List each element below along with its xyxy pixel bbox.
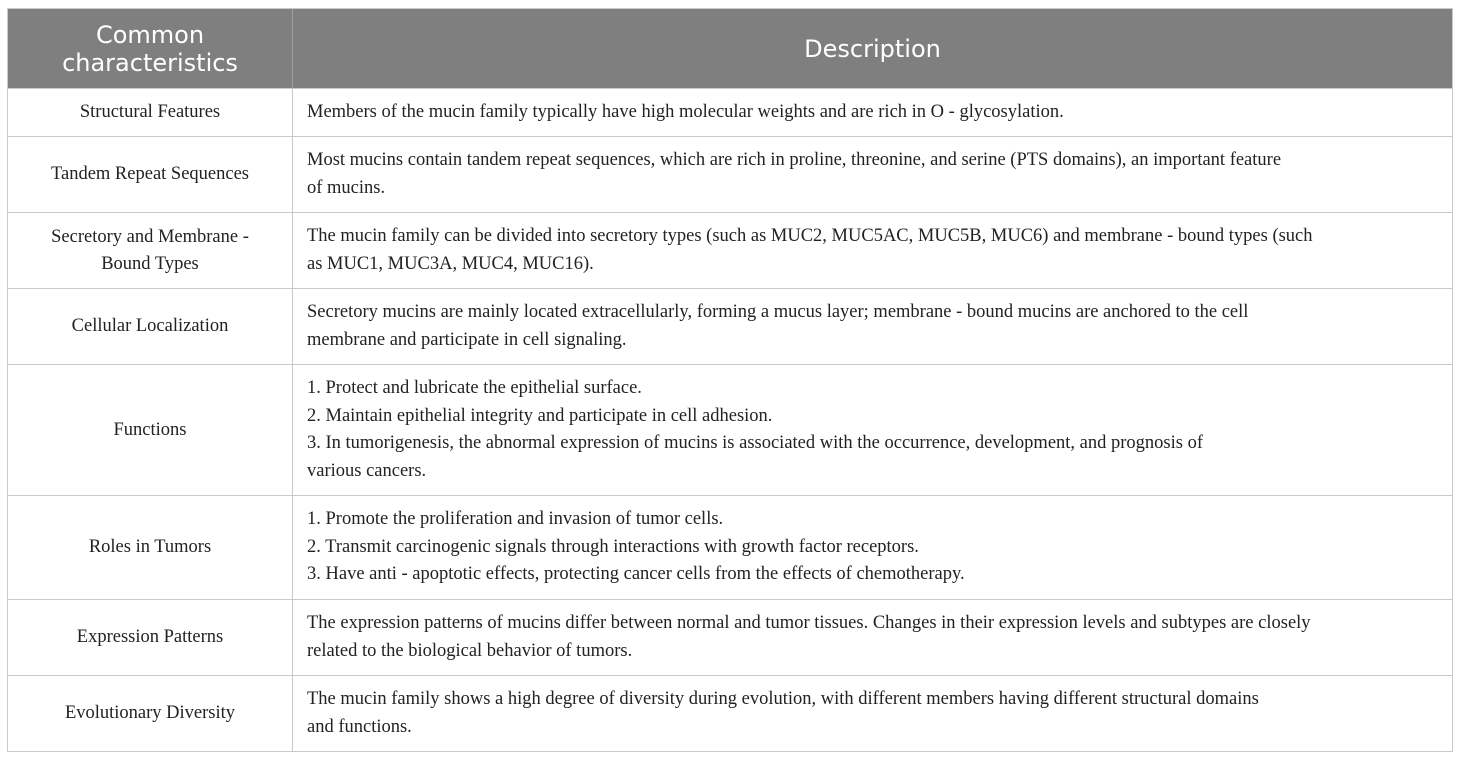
description-line: of mucins. — [307, 177, 386, 198]
header-description: Description — [804, 34, 941, 63]
row-label-line: Bound Types — [101, 253, 199, 274]
row-label-line: Evolutionary Diversity — [64, 703, 236, 723]
row-label — [8, 496, 293, 599]
row-description — [293, 365, 1452, 495]
table-row — [8, 676, 1452, 751]
table-row — [8, 365, 1452, 496]
row-description — [293, 600, 1452, 675]
row-label — [8, 600, 293, 675]
row-label-line: Cellular Localization — [71, 316, 229, 336]
table-row — [8, 137, 1452, 213]
table-row — [8, 213, 1452, 289]
row-description — [293, 289, 1452, 364]
row-label — [8, 676, 293, 751]
row-label — [8, 289, 293, 364]
row-description — [293, 676, 1452, 751]
description-line: and functions. — [307, 716, 412, 737]
table-row — [8, 496, 1452, 600]
row-label-line: Roles in Tumors — [88, 537, 212, 557]
header-left-line: characteristics — [62, 48, 238, 77]
description-line: 1. Promote the proliferation and invasion of tumor cells. — [307, 509, 724, 530]
table-row — [8, 600, 1452, 676]
row-description — [293, 213, 1452, 288]
description-line: The mucin family can be divided into secretory types (such as MUC2, MUC5AC, MUC5B, MUC6) and membrane - bound types (such — [307, 226, 1313, 246]
row-label-line: Expression Patterns — [76, 627, 224, 647]
row-label — [8, 89, 293, 136]
characteristics-table — [7, 8, 1453, 752]
description-line: The mucin family shows a high degree of diversity during evolution, with different members having different structural domains — [307, 689, 1259, 709]
description-line: 3. Have anti - apoptotic effects, protecting cancer cells from the effects of chemotherapy. — [307, 564, 965, 585]
row-label-line: Structural Features — [79, 102, 221, 122]
header-common-characteristics — [8, 9, 293, 88]
row-label-line: Functions — [113, 419, 187, 440]
description-line: various cancers. — [307, 460, 427, 481]
description-line: The expression patterns of mucins differ between normal and tumor tissues. Changes in their expression levels and subtypes are closely — [307, 613, 1311, 633]
table-header-row — [8, 9, 1452, 89]
description-line: as MUC1, MUC3A, MUC4, MUC16). — [307, 253, 594, 274]
description-line: 1. Protect and lubricate the epithelial surface. — [307, 378, 642, 398]
table-row — [8, 289, 1452, 365]
row-description — [293, 496, 1452, 599]
description-line: related to the biological behavior of tumors. — [307, 640, 633, 661]
description-line: Members of the mucin family typically have high molecular weights and are rich in O - glycosylation. — [307, 101, 1064, 122]
description-line: 2. Maintain epithelial integrity and participate in cell adhesion. — [307, 405, 773, 426]
row-label — [8, 213, 293, 288]
description-line: Most mucins contain tandem repeat sequences, which are rich in proline, threonine, and serine (PTS domains), an important feature — [307, 150, 1282, 170]
table-row — [8, 89, 1452, 137]
row-description — [293, 89, 1452, 136]
row-label-line: Tandem Repeat Sequences — [50, 164, 250, 184]
row-description — [293, 137, 1452, 212]
row-label — [8, 365, 293, 495]
description-line: Secretory mucins are mainly located extracellularly, forming a mucus layer; membrane - bound mucins are anchored to the cell — [307, 302, 1249, 322]
description-line: 2. Transmit carcinogenic signals through interactions with growth factor receptors. — [307, 536, 919, 557]
row-label — [8, 137, 293, 212]
row-label-line: Secretory and Membrane - — [51, 226, 249, 247]
description-line: membrane and participate in cell signaling. — [307, 329, 627, 350]
header-left-line: Common — [95, 20, 205, 49]
description-line: 3. In tumorigenesis, the abnormal expression of mucins is associated with the occurrence, development, and prognosis of — [307, 433, 1203, 453]
